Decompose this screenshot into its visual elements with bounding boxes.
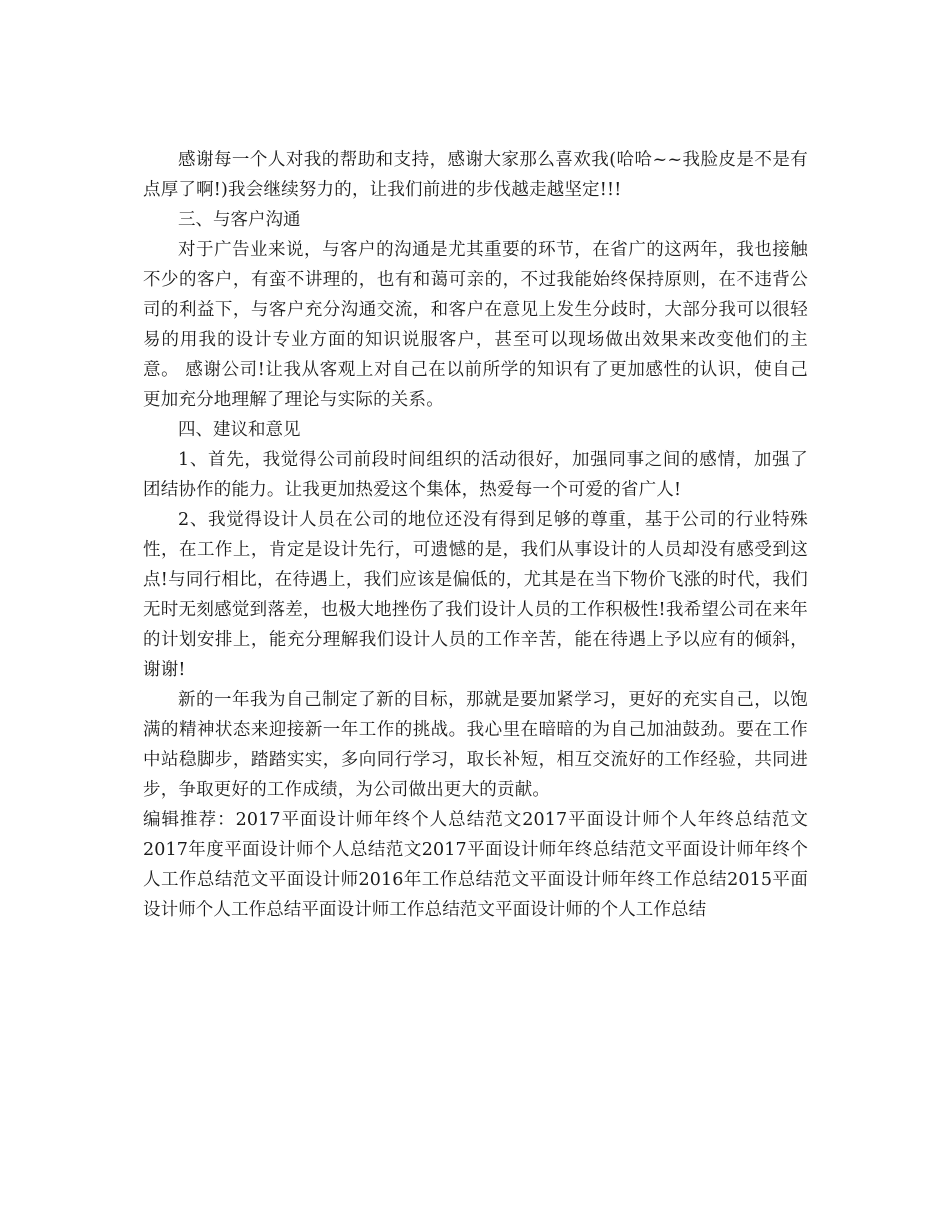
paragraph-thanks: 感谢每一个人对我的帮助和支持，感谢大家那么喜欢我(哈哈~~我脸皮是不是有点厚了啊!)我会继续努力的，让我们前进的步伐越走越坚定!!! bbox=[143, 150, 808, 200]
section-heading-suggestions: 四、建议和意见 bbox=[178, 420, 301, 440]
paragraph-client-communication: 对于广告业来说，与客户的沟通是尤其重要的环节，在省广的这两年，我也接触不少的客户，有蛮不讲理的，也有和蔼可亲的，不过我能始终保持原则，在不违背公司的利益下，与客户充分沟通交流，和客户在意见上发生分歧时，大部分我可以很轻易的用我的设计专业方面的知识说服客户，甚至可以现场做出效果来改变他们的主意。 感谢公司!让我从客观上对自己在以前所学的知识有了更加感性的认识，使自己更加充分地理解了理论与实际的关系。 bbox=[143, 240, 808, 410]
editor-recommendations: 编辑推荐：2017平面设计师年终个人总结范文2017平面设计师个人年终总结范文2017年度平面设计师个人总结范文2017平面设计师年终总结范文平面设计师年终个人工作总结范文平面设计师2016年工作总结范文平面设计师年终工作总结2015平面设计师个人工作总结平面设计师工作总结范文平面设计师的个人工作总结 bbox=[143, 810, 808, 920]
paragraph-suggestion-1: 1、首先，我觉得公司前段时间组织的活动很好，加强同事之间的感情，加强了团结协作的能力。让我更加热爱这个集体，热爱每一个可爱的省广人! bbox=[143, 450, 808, 500]
paragraph-suggestion-2: 2、我觉得设计人员在公司的地位还没有得到足够的尊重，基于公司的行业特殊性，在工作上，肯定是设计先行，可遗憾的是，我们从事设计的人员却没有感受到这点!与同行相比，在待遇上，我们应该是偏低的，尤其是在当下物价飞涨的时代，我们无时无刻感觉到落差，也极大地挫伤了我们设计人员的工作积极性!我希望公司在来年的计划安排上，能充分理解我们设计人员的工作辛苦，能在待遇上予以应有的倾斜，谢谢! bbox=[143, 510, 808, 680]
section-heading-client-communication: 三、与客户沟通 bbox=[178, 210, 301, 230]
paragraph-new-year-goals: 新的一年我为自己制定了新的目标，那就是要加紧学习，更好的充实自己，以饱满的精神状态来迎接新一年工作的挑战。我心里在暗暗的为自己加油鼓劲。要在工作中站稳脚步，踏踏实实，多向同行学习，取长补短，相互交流好的工作经验，共同进步，争取更好的工作成绩，为公司做出更大的贡献。 bbox=[143, 690, 808, 800]
document-page bbox=[143, 145, 808, 925]
